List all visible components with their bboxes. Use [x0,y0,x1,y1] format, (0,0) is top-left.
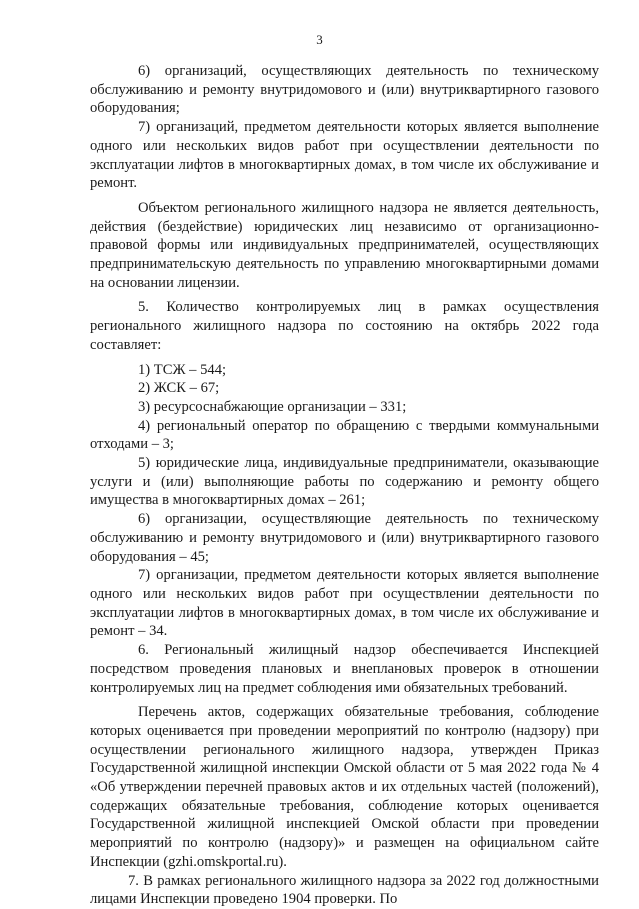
paragraph-acts-list: Перечень актов, содержащих обязательные требования, соблюдение которых оценивается при проведении мероприятий по контролю (надзору) при осуществлении регионального жилищного надзора, утвержден Приказ Государственной жилищной инспекции Омской области от 5 мая 2022 года № 4 «Об утверждении перечней правовых актов и их отдельных частей (положений), содержащих обязательные требования, соблюдение которых оценивается Государственной жилищной инспекцией Омской области при проведении мероприятий по контролю (надзору)» и размещен на официальном сайте Инспекции (gzhi.omskportal.ru). [90,704,599,870]
paragraph-section-6: 6. Региональный жилищный надзор обеспечивается Инспекцией посредством проведения плановых и внеплановых проверок в отношении контролируемых лиц на предмет соблюдения ими обязательных требований. [90,642,599,696]
list-item-legal-entities: 5) юридические лица, индивидуальные предприниматели, оказывающие услуги и (или) выполняющие работы по содержанию и ремонту общего имущества в многоквартирных домах – 261; [90,455,599,509]
document-body [90,62,599,909]
list-item-waste-operator: 4) региональный оператор по обращению с твердыми коммунальными отходами – 3; [90,417,599,453]
paragraph-section-7: 7. В рамках регионального жилищного надзора за 2022 год должностными лицами Инспекции проведено 1904 проверки. По [90,872,599,908]
paragraph-item-7-lifts: 7) организаций, предметом деятельности которых является выполнение одного или нескольких видов работ при осуществлении деятельности по эксплуатации лифтов в многоквартирных домах, в том числе их обслуживание и ремонт. [90,119,599,192]
list-item-tszh: 1) ТСЖ – 544; [138,361,227,378]
list-item-gas-organizations: 6) организации, осуществляющие деятельность по техническому обслуживанию и ремонту внутридомового и (или) внутриквартирного газового оборудования – 45; [90,511,599,565]
paragraph-item-6-gas: 6) организаций, осуществляющих деятельность по техническому обслуживанию и ремонту внутридомового и (или) внутриквартирного газового оборудования; [90,63,599,117]
paragraph-exclusion: Объектом регионального жилищного надзора не является деятельность, действия (бездействие) юридических лиц независимо от организационно-правовой формы или индивидуальных предпринимателей, осуществляющих предпринимательскую деятельность по управлению многоквартирными домами на основании лицензии. [90,199,599,291]
page-number: 3 [316,32,323,47]
list-item-zhsk: 2) ЖСК – 67; [138,380,220,397]
list-item-resource: 3) ресурсоснабжающие организации – 331; [138,398,407,415]
list-item-lift-organizations: 7) организации, предметом деятельности которых является выполнение одного или нескольких видов работ при осуществлении деятельности по эксплуатации лифтов в многоквартирных домах, в том числе их обслуживание и ремонт – 34. [90,567,599,640]
paragraph-section-5: 5. Количество контролируемых лиц в рамках осуществления регионального жилищного надзора по состоянию на октябрь 2022 года составляет: [90,299,599,353]
